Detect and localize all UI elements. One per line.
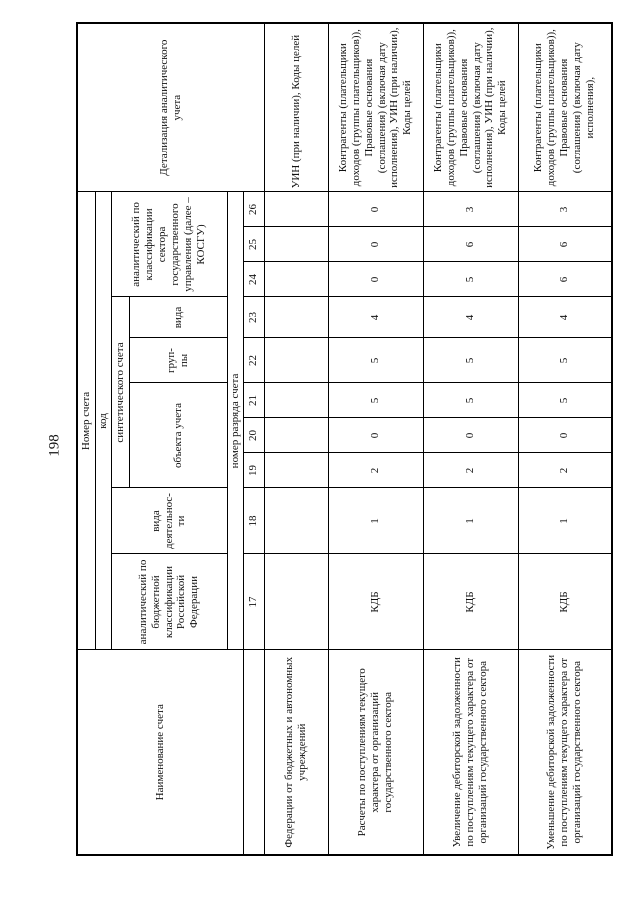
num-cell: 20 <box>243 418 264 453</box>
table-row <box>328 23 423 855</box>
num-cell: 21 <box>243 383 264 418</box>
kdb-cell: КДБ <box>423 554 518 650</box>
rotated-page <box>76 24 608 856</box>
kosgu-cell: 6 <box>518 262 612 297</box>
header-activity-type: вида деятельнос-ти <box>111 488 227 554</box>
kosgu-cell: 5 <box>423 262 518 297</box>
object-cell: 0 <box>328 418 423 453</box>
object-cell: 0 <box>423 418 518 453</box>
group-cell <box>264 338 328 383</box>
kind-cell: 4 <box>518 297 612 338</box>
group-cell: 5 <box>328 338 423 383</box>
detail-cell: УИН (при наличии), Коды целей <box>264 23 328 192</box>
account-name: Федерации от бюджетных и автономных учреждений <box>264 650 328 855</box>
detail-cell: Контрагенты (плательщики доходов (группы плательщиков)), Правовые основания (соглашения) (включая дату исполнения), УИН (при наличии), Коды целей <box>423 23 518 192</box>
header-detail: Детализация аналитического учета <box>77 23 264 192</box>
kosgu-cell <box>264 227 328 262</box>
kdb-cell: КДБ <box>328 554 423 650</box>
object-cell: 2 <box>518 453 612 488</box>
header-code: код <box>95 192 111 650</box>
account-name: Расчеты по поступлениям текущего характера от организаций государственного сектора <box>328 650 423 855</box>
kosgu-cell: 3 <box>423 192 518 227</box>
table-row <box>264 23 328 855</box>
group-cell: 5 <box>423 338 518 383</box>
object-cell: 0 <box>518 418 612 453</box>
kosgu-cell <box>264 262 328 297</box>
activity-cell <box>264 488 328 554</box>
object-cell: 5 <box>328 383 423 418</box>
num-cell: 17 <box>243 554 264 650</box>
kosgu-cell: 0 <box>328 262 423 297</box>
kosgu-cell: 6 <box>423 227 518 262</box>
activity-cell: 1 <box>423 488 518 554</box>
object-cell <box>264 383 328 418</box>
num-cell: 23 <box>243 297 264 338</box>
header-digit-number: номер разряда счета <box>227 192 243 650</box>
kosgu-cell <box>264 192 328 227</box>
accounts-table <box>76 22 613 856</box>
header-kind: вида <box>129 297 227 338</box>
object-cell: 5 <box>518 383 612 418</box>
header-analytic-budget: аналитический по бюджетной классификации Российской Федерации <box>111 554 227 650</box>
header-group: груп-пы <box>129 338 227 383</box>
object-cell <box>264 418 328 453</box>
activity-cell: 1 <box>518 488 612 554</box>
object-cell: 2 <box>328 453 423 488</box>
num-cell: 24 <box>243 262 264 297</box>
kind-cell: 4 <box>423 297 518 338</box>
object-cell: 5 <box>423 383 518 418</box>
kosgu-cell: 0 <box>328 192 423 227</box>
kosgu-cell: 6 <box>518 227 612 262</box>
kind-cell: 4 <box>328 297 423 338</box>
kind-cell <box>264 297 328 338</box>
header-analytic-kosgu: аналитический по классификации сектора государственного управления (далее – КОСГУ) <box>111 192 227 297</box>
object-cell: 2 <box>423 453 518 488</box>
activity-cell: 1 <box>328 488 423 554</box>
account-name: Увеличение дебиторской задолженности по поступлениям текущего характера от организаций государственного сектора <box>423 650 518 855</box>
table-row <box>518 23 612 855</box>
detail-cell: Контрагенты (плательщики доходов (группы плательщиков)), Правовые основания (соглашения) (включая дату исполнения), <box>518 23 612 192</box>
kosgu-cell: 3 <box>518 192 612 227</box>
header-synthetic: синтетического счета <box>111 297 129 488</box>
group-cell: 5 <box>518 338 612 383</box>
num-cell-empty <box>243 650 264 855</box>
num-cell: 22 <box>243 338 264 383</box>
num-cell: 25 <box>243 227 264 262</box>
page-number: 198 <box>46 434 63 457</box>
kdb-cell: КДБ <box>518 554 612 650</box>
num-cell: 19 <box>243 453 264 488</box>
num-cell: 26 <box>243 192 264 227</box>
detail-cell: Контрагенты (плательщики доходов (группы плательщиков)), Правовые основания (соглашения) (включая дату исполнения), УИН (при наличии), Коды целей <box>328 23 423 192</box>
object-cell <box>264 453 328 488</box>
header-object: объекта учета <box>129 383 227 488</box>
account-name: Уменьшение дебиторской задолженности по поступлениям текущего характера от организаций государственного сектора <box>518 650 612 855</box>
kdb-cell <box>264 554 328 650</box>
kosgu-cell: 0 <box>328 227 423 262</box>
table-row <box>423 23 518 855</box>
header-account-name: Наименование счета <box>77 650 243 855</box>
num-cell: 18 <box>243 488 264 554</box>
header-account-number: Номер счета <box>77 192 95 650</box>
